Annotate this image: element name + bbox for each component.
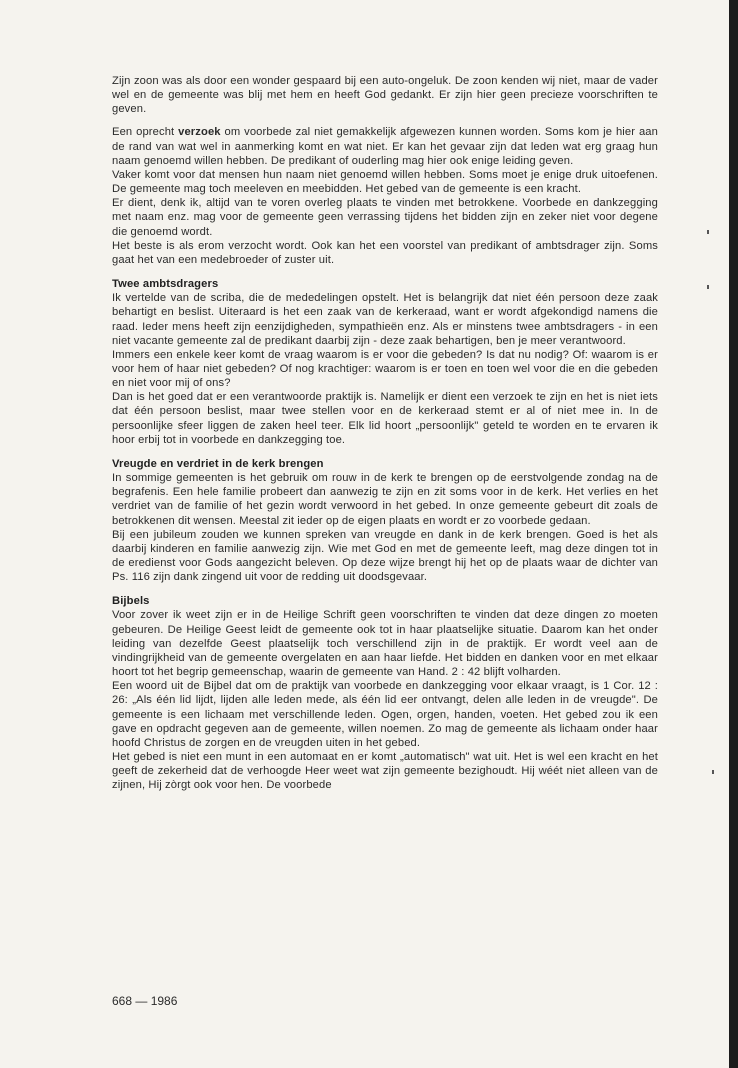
scan-speck	[707, 230, 709, 234]
paragraph: Het gebed is niet een munt in een automaat en er komt „automatisch" wat uit. Het is wel een kracht en het geeft de zekerheid dat de verhoogde Heer weet wat zijn gemeente bezighoudt. Hij wéét niet alleen van de zijnen, Hij zòrgt ook voor hen. De voorbede	[112, 751, 658, 792]
paragraph: Bij een jubileum zouden we kunnen spreken van vreugde en dank in de kerk brengen. Goed is het als daarbij kinderen en familie aanwezig zijn. Wie met God en met de gemeente leeft, mag deze dingen tot in de eredienst voor Gods aangezicht beleven. Op deze wijze brengt hij het op de plaats waar de dichter van Ps. 116 zijn dank zingend uit voor de redding uit doodsgevaar.	[112, 528, 658, 584]
paragraph: Het beste is als erom verzocht wordt. Ook kan het een voorstel van predikant of ambtsdrager zijn. Soms gaat het van een medebroeder of zuster uit.	[112, 239, 658, 266]
paragraph: Ik vertelde van de scriba, die de mededelingen opstelt. Het is belangrijk dat niet één persoon deze zaak behartigt en beslist. Uiteraard is het een zaak van de kerkeraad, want er wordt afgekondigd namens die raad. Ieder mens heeft zijn eenzijdigheden, sympathieën enz. Als er minstens twee ambtsdragers - in een niet vacante gemeente zal de predikant daarbij zijn - deze zaak behartigen, ben je meer verantwoord.	[112, 292, 658, 347]
scan-speck	[707, 285, 709, 289]
paragraph: Immers een enkele keer komt de vraag waarom is er voor die gebeden? Is dat nu nodig? Of: waarom is er voor hem of haar niet gebeden? Of nog krachtiger: waarom is er toen en toen wel voor die en die gebeden en niet voor mij of ons?	[112, 348, 658, 390]
emphasis-verzoek: verzoek	[178, 126, 221, 139]
paragraph: Vaker komt voor dat mensen hun naam niet genoemd willen hebben. Soms moet je enige druk uitoefenen. De gemeente mag toch meeleven en meebidden. Het gebed van de gemeente is een kracht.	[112, 168, 658, 196]
section-heading: Bijbels	[112, 595, 150, 608]
text-run: om voorbede zal niet gemakkelijk afgewezen kunnen worden. Soms kom je hier aan de rand van wat wel in aanmerking komt en wat niet. Er kan het gevaar zijn dat leden wat erg graag hun naam genoemd willen hebben. De predikant of ouderling mag hier ook enige leiding geven.	[112, 126, 658, 167]
section-heading: Vreugde en verdriet in de kerk brengen	[112, 457, 324, 470]
paragraph-verzoek	[112, 125, 658, 167]
paragraph: Een woord uit de Bijbel dat om de praktijk van voorbede en dankzegging voor elkaar vraagt, is 1 Cor. 12 : 26: „Als één lid lijdt, lijden alle leden mede, als één lid eer ontvangt, delen alle leden in de vreugde". De gemeente is een lichaam met verschillende leden. Ogen, orgen, handen, voeten. Het gebed zou ik een gave en opdracht gegeven aan de gemeente, willen noemen. Zo mag de gemeente als lichaam onder haar hoofd Christus de zorgen en de vreugden uiten in het gebed.	[112, 680, 658, 749]
paragraph: Zijn zoon was als door een wonder gespaard bij een auto-ongeluk. De zoon kenden wij niet, maar de vader wel en de gemeente was blij met hem en heeft God gedankt. Er zijn hier geen precieze voorschriften te geven.	[112, 75, 658, 116]
paragraph: In sommige gemeenten is het gebruik om rouw in de kerk te brengen op de eerstvolgende zondag na de begrafenis. Een hele familie probeert dan aanwezig te zijn en zit soms voor in de kerk. Het verlies en het verdriet van de familie of het gezin wordt verwoord in het gebed. In onze gemeente gebeurt dit zoals de betrokkenen dit wensen. Meestal zit ieder op de eigen plaats en wordt er zo voorbede gedaan.	[112, 472, 658, 527]
paragraph: Er dient, denk ik, altijd van te voren overleg plaats te vinden met betrokkene. Voorbede en dankzegging met naam enz. mag voor de gemeente geen verrassing tijdens het bidden zijn en zeker niet voor degene die genoemd wordt.	[112, 197, 658, 238]
article-body	[112, 74, 658, 793]
binding-edge	[729, 0, 738, 1068]
paragraph: Dan is het goed dat er een verantwoorde praktijk is. Namelijk er dient een verzoek te zijn en het is niet iets dat één persoon beslist, maar twee stellen voor en de kerkeraad stemt er al of niet mee in. In de persoonlijke sfeer liggen de zaken heel teer. Elk lid hoort „persoonlijk" geteld te worden en te ervaren ik hoor erbij tot in voorbede en dankzegging toe.	[112, 391, 658, 446]
section-heading: Twee ambtsdragers	[112, 278, 219, 291]
paragraph: Voor zover ik weet zijn er in de Heilige Schrift geen voorschriften te vinden dat deze dingen zo moeten gebeuren. De Heilige Geest leidt de gemeente ook tot in haar plaatselijke situatie. Daarom kan het onder leiding van dezelfde Geest plaatselijk toch verschillend zijn in de praktijk. Er wordt veel aan de vindingrijkheid van de gemeente overgelaten en aan haar liefde. Het bidden en danken voor en met elkaar hoort tot het begrip gemeenschap, waarin de gemeente van Hand. 2 : 42 blijft volharden.	[112, 609, 658, 679]
text-run: Een oprecht	[112, 126, 179, 139]
page-footer: 668 — 1986	[112, 994, 178, 1008]
scan-speck	[712, 770, 714, 774]
